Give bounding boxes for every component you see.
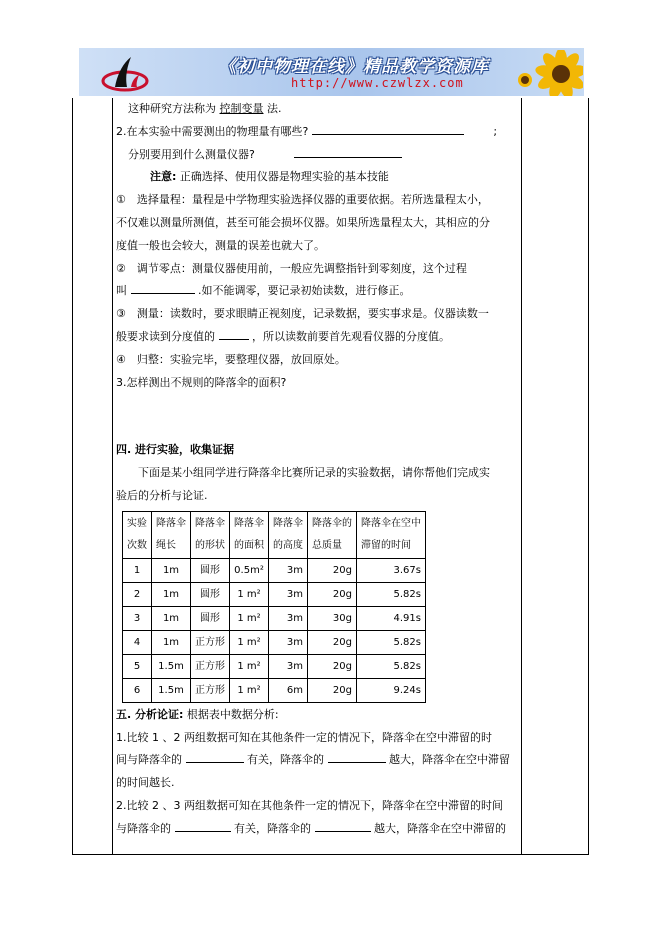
text: 分别要用到什么测量仪器? bbox=[128, 147, 255, 161]
answer-blank[interactable] bbox=[312, 122, 464, 135]
cell: 1 bbox=[123, 558, 152, 582]
tip-measure-2 bbox=[116, 326, 518, 349]
text: .如不能调零，要记录初始读数，进行修正。 bbox=[198, 284, 411, 298]
header-banner bbox=[79, 48, 584, 96]
cell: 1 m² bbox=[230, 630, 269, 654]
table-row bbox=[123, 630, 426, 654]
cell: 1 m² bbox=[230, 678, 269, 702]
tip-zero-1: ② 调节零点：测量仪器使用前，一般应先调整指针到零刻度，这个过程 bbox=[116, 261, 467, 275]
header-time: 降落伞在空中 滞留的时间 bbox=[357, 511, 426, 558]
cell: 正方形 bbox=[191, 630, 230, 654]
table-row bbox=[123, 678, 426, 702]
note-label: 注意: bbox=[150, 170, 177, 184]
experiment-data-table bbox=[122, 511, 426, 703]
text: 正确选择、使用仪器是物理实验的基本技能 bbox=[179, 170, 389, 184]
text: 有关，降落伞的 bbox=[234, 821, 311, 835]
cell: 3 bbox=[123, 606, 152, 630]
header-mass: 降落伞的 总质量 bbox=[308, 511, 357, 558]
section-4-intro-1: 下面是某小组同学进行降落伞比赛所记录的实验数据，请你帮他们完成实 bbox=[138, 466, 490, 480]
header-area: 降落伞 的面积 bbox=[230, 511, 269, 558]
cell: 1.5m bbox=[152, 678, 191, 702]
text: 般要求读到分度值的 bbox=[116, 329, 215, 343]
cell: 20g bbox=[308, 630, 357, 654]
text: 与降落伞的 bbox=[116, 821, 171, 835]
header-height: 降落伞 的高度 bbox=[269, 511, 308, 558]
cell: 30g bbox=[308, 606, 357, 630]
cell: 20g bbox=[308, 582, 357, 606]
question-2 bbox=[116, 121, 518, 144]
cell: 3m bbox=[269, 558, 308, 582]
cell: 6m bbox=[269, 678, 308, 702]
tip-range-3: 度值一般也会较大，测量的误差也就大了。 bbox=[116, 238, 325, 252]
cell: 0.5m² bbox=[230, 558, 269, 582]
column-divider-right bbox=[521, 98, 522, 855]
sunflower-icon bbox=[503, 50, 583, 96]
cell: 5.82s bbox=[357, 654, 426, 678]
cell: 1m bbox=[152, 558, 191, 582]
cell: 正方形 bbox=[191, 678, 230, 702]
text: 法. bbox=[267, 102, 282, 115]
answer-blank[interactable] bbox=[294, 145, 402, 158]
cell: 20g bbox=[308, 558, 357, 582]
cell: 4 bbox=[123, 630, 152, 654]
analysis-1-line-2 bbox=[116, 749, 518, 772]
header-shape: 降落伞 的形状 bbox=[191, 511, 230, 558]
cell: 圆形 bbox=[191, 558, 230, 582]
cell: 1 m² bbox=[230, 654, 269, 678]
tip-range-1: ① 选择量程：量程是中学物理实验选择仪器的重要依据。若所选量程太小， bbox=[116, 193, 489, 207]
cell: 3.67s bbox=[357, 558, 426, 582]
logo-icon bbox=[101, 53, 149, 93]
cell: 5.82s bbox=[357, 630, 426, 654]
text: 叫 bbox=[116, 284, 127, 298]
tip-tidy: ④ 归整：实验完毕，要整理仪器，放回原处。 bbox=[116, 352, 346, 366]
section-4-intro-2: 验后的分析与论证. bbox=[116, 488, 208, 502]
cell: 4.91s bbox=[357, 606, 426, 630]
table-row bbox=[123, 558, 426, 582]
table-row bbox=[123, 582, 426, 606]
column-divider-left bbox=[112, 98, 113, 855]
cell: 1.5m bbox=[152, 654, 191, 678]
section-4-heading: 四. 进行实验，收集证据 bbox=[116, 443, 235, 457]
worksheet-content bbox=[116, 98, 518, 841]
cell: 20g bbox=[308, 678, 357, 702]
answer-blank[interactable] bbox=[186, 750, 244, 763]
text: ，所以读数前要首先观看仪器的分度值。 bbox=[252, 329, 450, 343]
answer-blank[interactable] bbox=[328, 750, 386, 763]
tip-range-2: 不仅难以测量所测值，甚至可能会损坏仪器。如果所选量程太大，其相应的分 bbox=[116, 215, 490, 229]
table-row bbox=[123, 654, 426, 678]
section-5-heading bbox=[116, 704, 518, 727]
header-rope-length: 降落伞 绳长 bbox=[152, 511, 191, 558]
cell: 3m bbox=[269, 654, 308, 678]
text: 这种研究方法称为 bbox=[128, 102, 216, 115]
cell: 2 bbox=[123, 582, 152, 606]
method-line bbox=[116, 98, 518, 121]
text: 根据表中数据分析: bbox=[186, 707, 279, 721]
answer-blank[interactable] bbox=[175, 819, 231, 832]
cell: 3m bbox=[269, 582, 308, 606]
text: 越大，降落伞在空中滞留的 bbox=[374, 821, 506, 835]
cell: 3m bbox=[269, 606, 308, 630]
cell: 9.24s bbox=[357, 678, 426, 702]
table-header-row bbox=[123, 511, 426, 558]
text: 间与降落伞的 bbox=[116, 753, 182, 767]
cell: 1 m² bbox=[230, 606, 269, 630]
tip-measure-1: ③ 测量：读数时，要求眼睛正视刻度，记录数据，要实事求是。仪器读数一 bbox=[116, 307, 489, 321]
cell: 圆形 bbox=[191, 582, 230, 606]
method-answer: 控制变量 bbox=[219, 102, 264, 115]
analysis-2-line-1: 2.比较 2 、3 两组数据可知在其他条件一定的情况下，降落伞在空中滞留的时间 bbox=[116, 798, 503, 812]
cell: 20g bbox=[308, 654, 357, 678]
text: 有关，降落伞的 bbox=[247, 753, 324, 767]
analysis-2-line-2 bbox=[116, 818, 518, 841]
answer-space[interactable] bbox=[116, 394, 518, 439]
cell: 1m bbox=[152, 630, 191, 654]
tip-zero-2 bbox=[116, 280, 518, 303]
question-2-instruments bbox=[116, 144, 518, 167]
cell: 5.82s bbox=[357, 582, 426, 606]
section-5-title: 五. 分析论证: bbox=[116, 707, 184, 721]
note-line bbox=[116, 166, 518, 189]
question-3: 3.怎样测出不规则的降落伞的面积? bbox=[116, 375, 287, 389]
table-row bbox=[123, 606, 426, 630]
text: 2.在本实验中需要测出的物理量有哪些? bbox=[116, 124, 309, 138]
cell: 1m bbox=[152, 606, 191, 630]
cell: 5 bbox=[123, 654, 152, 678]
banner-url[interactable]: http://www.czwlzx.com bbox=[291, 76, 464, 90]
answer-blank[interactable] bbox=[131, 281, 195, 294]
cell: 圆形 bbox=[191, 606, 230, 630]
text: 越大，降落伞在空中滞留 bbox=[389, 753, 510, 767]
banner-title: 《初中物理在线》精品教学资源库 bbox=[219, 57, 489, 77]
cell: 1 m² bbox=[230, 582, 269, 606]
answer-blank[interactable] bbox=[219, 327, 249, 340]
answer-blank[interactable] bbox=[315, 819, 371, 832]
cell: 1m bbox=[152, 582, 191, 606]
analysis-1-line-1: 1.比较 1 、2 两组数据可知在其他条件一定的情况下，降落伞在空中滞留的时 bbox=[116, 730, 492, 744]
cell: 6 bbox=[123, 678, 152, 702]
cell: 正方形 bbox=[191, 654, 230, 678]
text: ; bbox=[493, 124, 498, 138]
header-trial: 实验 次数 bbox=[123, 511, 152, 558]
cell: 3m bbox=[269, 630, 308, 654]
analysis-1-line-3: 的时间越长. bbox=[116, 776, 175, 790]
